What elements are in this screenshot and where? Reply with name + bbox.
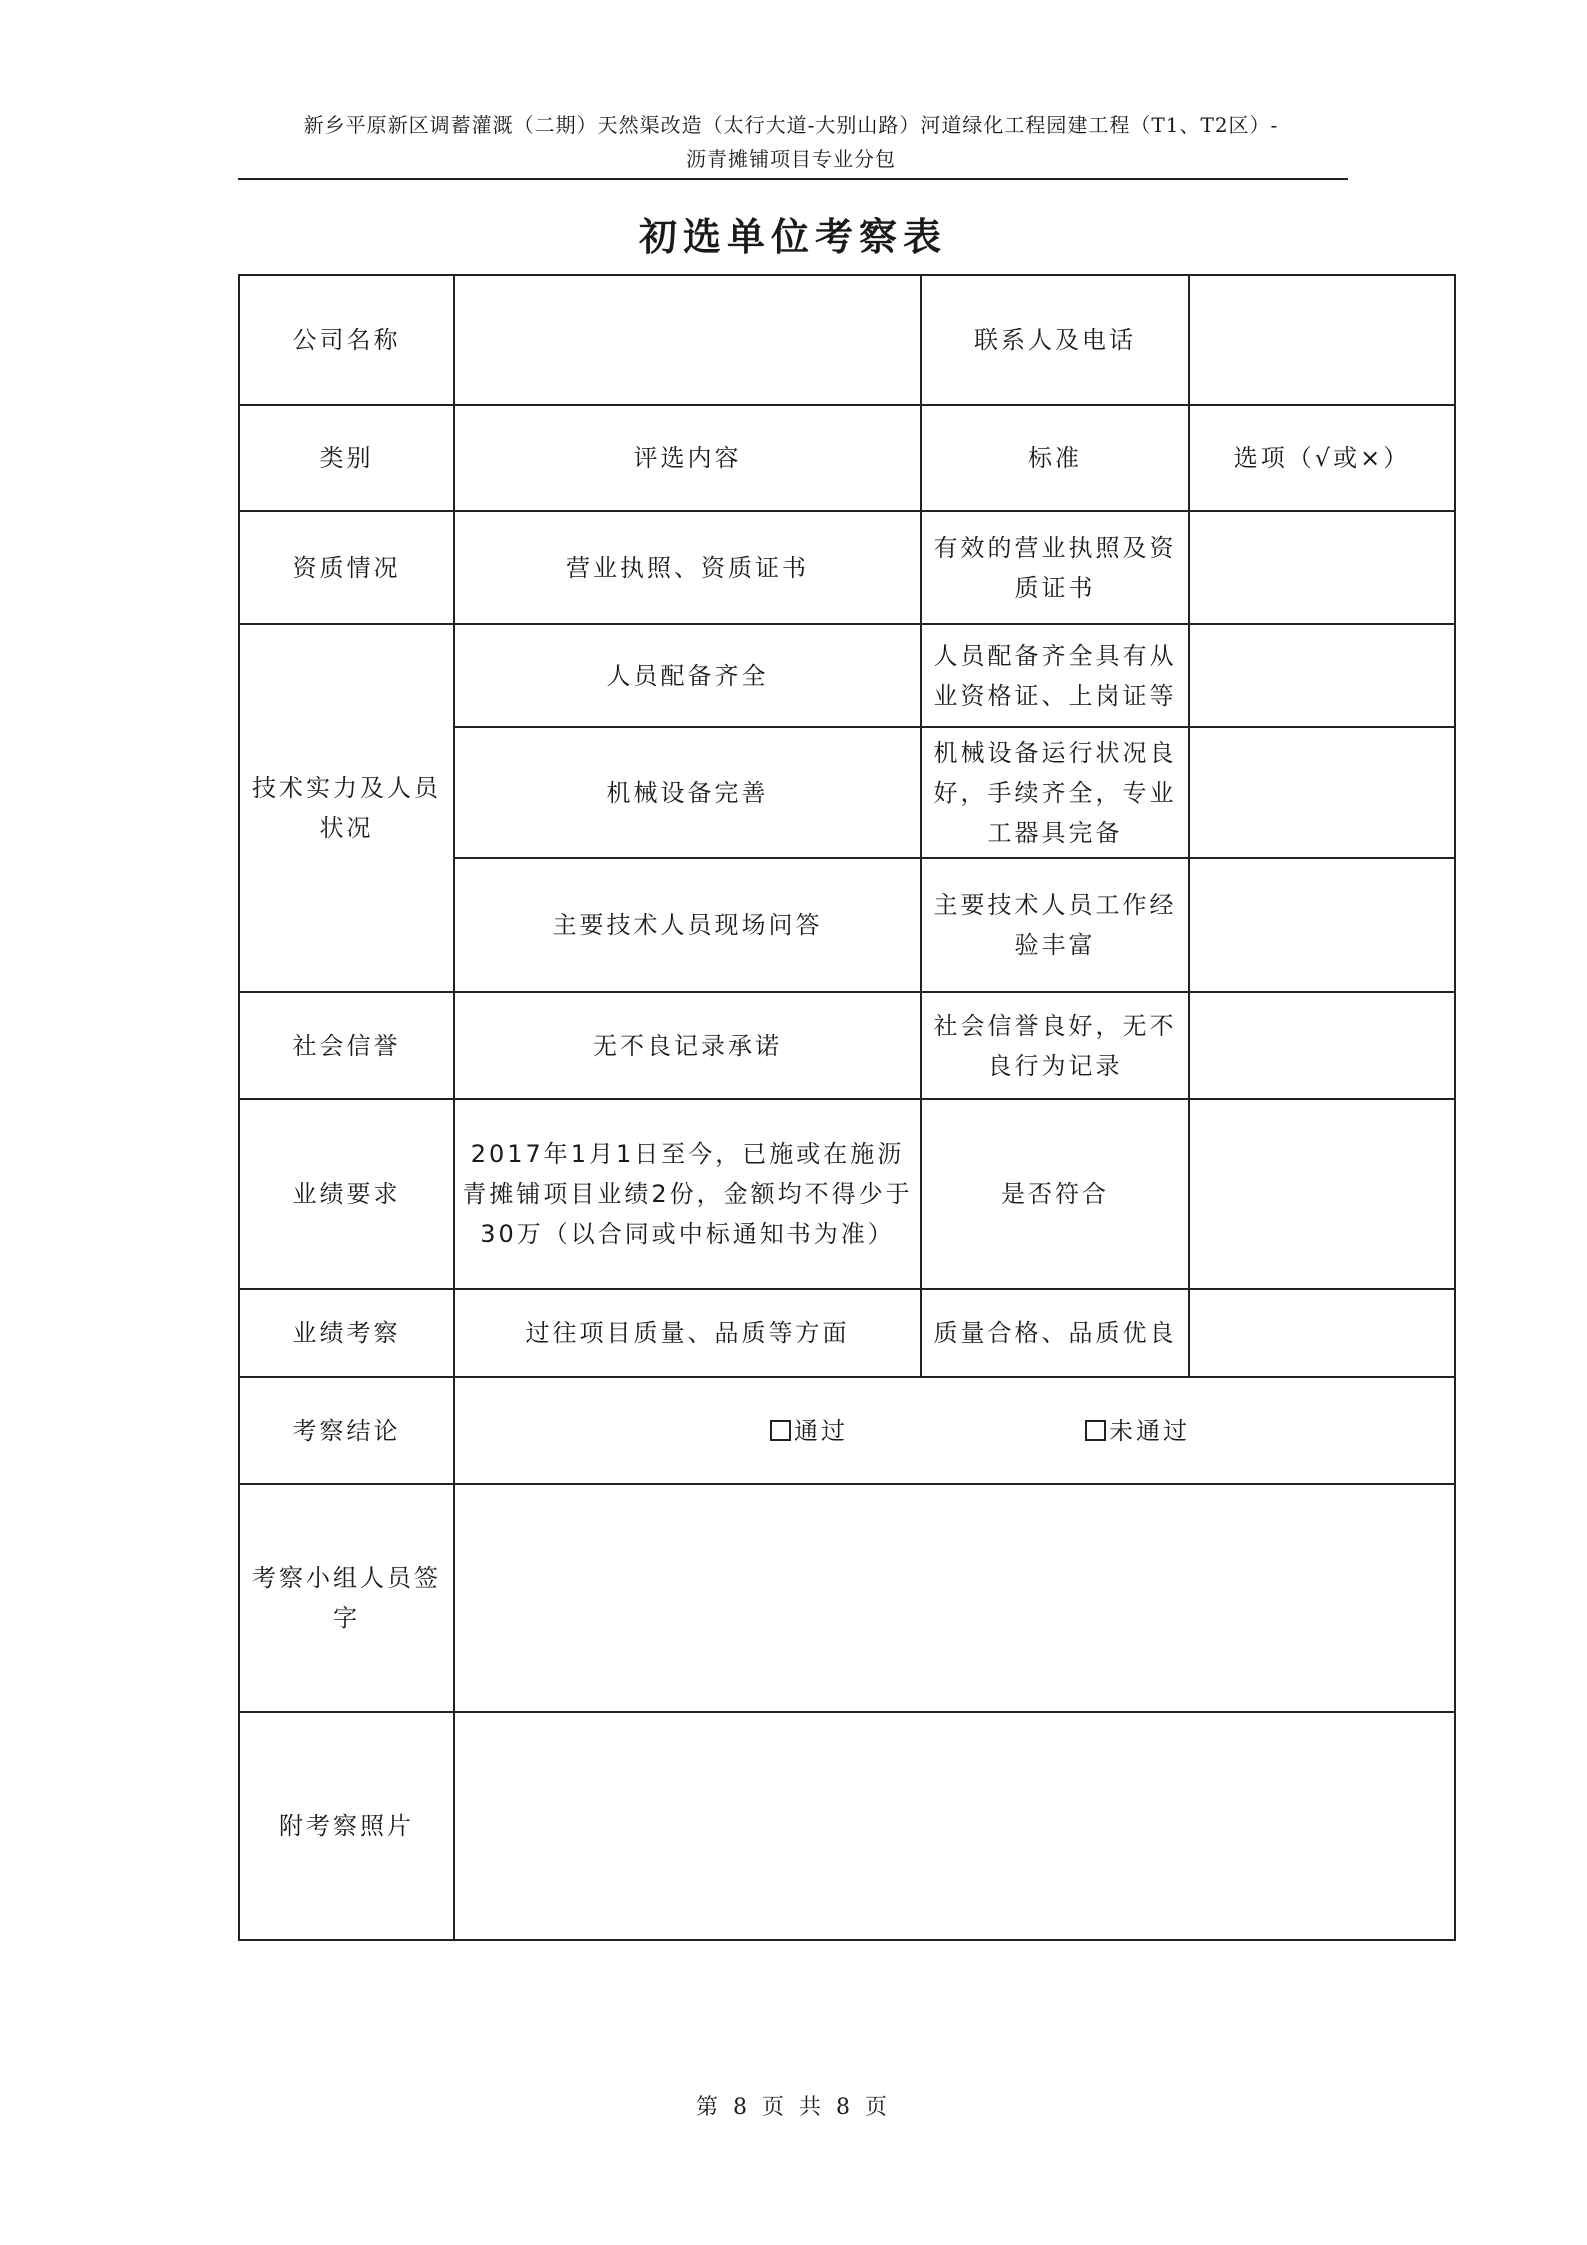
col-header-category: 类别 [239,405,454,511]
table-row [239,624,1455,727]
col-header-content: 评选内容 [454,405,921,511]
option-cell[interactable] [1189,624,1455,727]
photo-row [239,1712,1455,1940]
table-row [239,511,1455,624]
conclusion-options [454,1377,1455,1484]
inspection-table [238,274,1456,1941]
pass-option[interactable] [770,1411,1085,1451]
category-cell: 技术实力及人员状况 [239,624,454,992]
company-name-label: 公司名称 [239,275,454,405]
standard-cell: 是否符合 [921,1099,1189,1289]
table-row [239,992,1455,1099]
contact-label: 联系人及电话 [921,275,1189,405]
signature-label: 考察小组人员签字 [239,1484,454,1712]
option-cell[interactable] [1189,992,1455,1099]
header-line-1: 新乡平原新区调蓄灌溉（二期）天然渠改造（太行大道-大别山路）河道绿化工程园建工程（T1、T2区）- [303,113,1279,137]
header-line-2: 沥青摊铺项目专业分包 [686,147,896,171]
col-header-option: 选项（√或×） [1189,405,1455,511]
content-cell: 营业执照、资质证书 [454,511,921,624]
conclusion-label: 考察结论 [239,1377,454,1484]
fail-checkbox[interactable] [1085,1420,1106,1441]
photo-area[interactable] [454,1712,1455,1940]
photo-label: 附考察照片 [239,1712,454,1940]
standard-cell: 社会信誉良好，无不良行为记录 [921,992,1189,1099]
column-header-row [239,405,1455,511]
category-cell: 社会信誉 [239,992,454,1099]
content-cell: 人员配备齐全 [454,624,921,727]
contact-field[interactable] [1189,275,1455,405]
standard-cell: 有效的营业执照及资质证书 [921,511,1189,624]
category-cell: 业绩要求 [239,1099,454,1289]
page-footer: 第 8 页 共 8 页 [696,2095,891,2120]
content-cell: 机械设备完善 [454,727,921,858]
page-title: 初选单位考察表 [638,214,947,259]
company-row [239,275,1455,405]
option-cell[interactable] [1189,511,1455,624]
standard-cell: 质量合格、品质优良 [921,1289,1189,1377]
category-cell: 业绩考察 [239,1289,454,1377]
standard-cell: 机械设备运行状况良好，手续齐全，专业工器具完备 [921,727,1189,858]
option-cell[interactable] [1189,727,1455,858]
content-cell: 过往项目质量、品质等方面 [454,1289,921,1377]
fail-option[interactable] [1085,1411,1190,1451]
pass-label: 通过 [794,1416,848,1445]
option-cell[interactable] [1189,1099,1455,1289]
content-cell: 无不良记录承诺 [454,992,921,1099]
company-name-field[interactable] [454,275,921,405]
standard-cell: 人员配备齐全具有从业资格证、上岗证等 [921,624,1189,727]
table-row [239,1289,1455,1377]
pass-checkbox[interactable] [770,1420,791,1441]
category-cell: 资质情况 [239,511,454,624]
signature-row [239,1484,1455,1712]
document-header [236,108,1346,176]
standard-cell: 主要技术人员工作经验丰富 [921,858,1189,992]
option-cell[interactable] [1189,858,1455,992]
content-cell: 2017年1月1日至今，已施或在施沥青摊铺项目业绩2份，金额均不得少于30万（以合同或中标通知书为准） [454,1099,921,1289]
fail-label: 未通过 [1109,1416,1190,1445]
signature-area[interactable] [454,1484,1455,1712]
table-row [239,1099,1455,1289]
header-divider [238,178,1348,180]
conclusion-row [239,1377,1455,1484]
option-cell[interactable] [1189,1289,1455,1377]
content-cell: 主要技术人员现场问答 [454,858,921,992]
col-header-standard: 标准 [921,405,1189,511]
